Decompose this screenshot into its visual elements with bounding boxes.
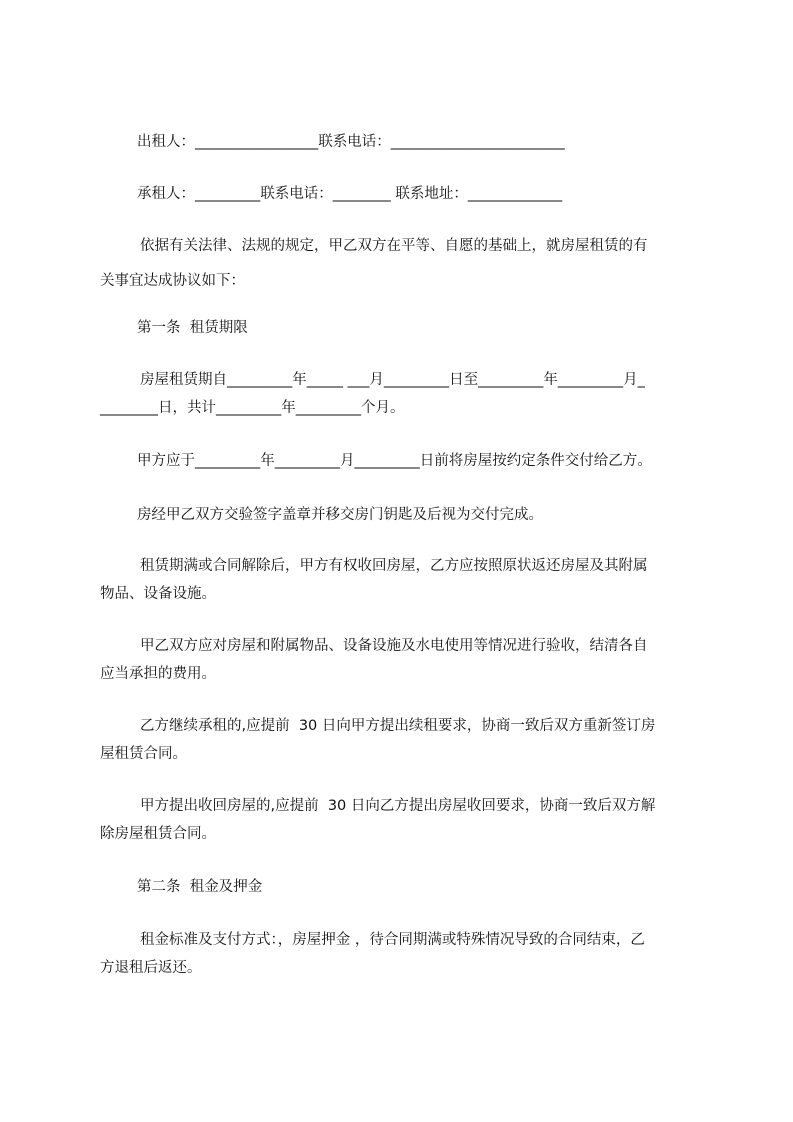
inspection-line-1: 甲乙双方应对房屋和附属物品、设备设施及水电使用等情况进行验收，结清各自 — [140, 638, 648, 654]
recovery-line-2: 除房屋租赁合同。 — [100, 826, 216, 842]
handover-line: 房经甲乙双方交验签字盖章并移交房门钥匙及后视为交付完成。 — [137, 507, 543, 523]
article-1-heading: 第一条 租赁期限 — [137, 320, 248, 336]
inspection-line-2: 应当承担的费用。 — [100, 666, 216, 682]
lease-term-line-1: 房屋租赁期自_________年_____ ___月_________日至_________年_________月_ — [140, 372, 645, 388]
delivery-date-line: 甲方应于_________年_________月_________日前将房屋按约定条件交付给乙方。 — [137, 453, 652, 469]
article-2-heading: 第二条 租金及押金 — [137, 879, 263, 895]
termination-line-1: 租赁期满或合同解除后，甲方有权收回房屋，乙方应按照原状返还房屋及其附属 — [140, 558, 648, 574]
lease-term-line-2: ________日，共计_________年_________个月。 — [100, 400, 405, 416]
rent-deposit-line-2: 方退租后返还。 — [100, 960, 202, 976]
intro-paragraph-line-1: 依据有关法律、法规的规定，甲乙双方在平等、自愿的基础上，就房屋租赁的有 — [140, 238, 648, 254]
intro-paragraph-line-2: 关事宜达成协议如下： — [100, 273, 245, 289]
termination-line-2: 物品、设备设施。 — [100, 586, 216, 602]
rent-deposit-line-1: 租金标准及支付方式：，房屋押金 ，待合同期满或特殊情况导致的合同结束，乙 — [140, 932, 645, 948]
renewal-line-1: 乙方继续承租的,应提前 30 日向甲方提出续租要求，协商一致后双方重新签订房 — [140, 718, 656, 734]
lessor-line: 出租人：_________________联系电话：________________________ — [137, 134, 565, 150]
renewal-line-2: 屋租赁合同。 — [100, 746, 187, 762]
lessee-line: 承租人：_________联系电话：________ 联系地址：_____________ — [137, 186, 563, 202]
recovery-line-1: 甲方提出收回房屋的,应提前 30 日向乙方提出房屋收回要求，协商一致后双方解 — [140, 798, 656, 814]
